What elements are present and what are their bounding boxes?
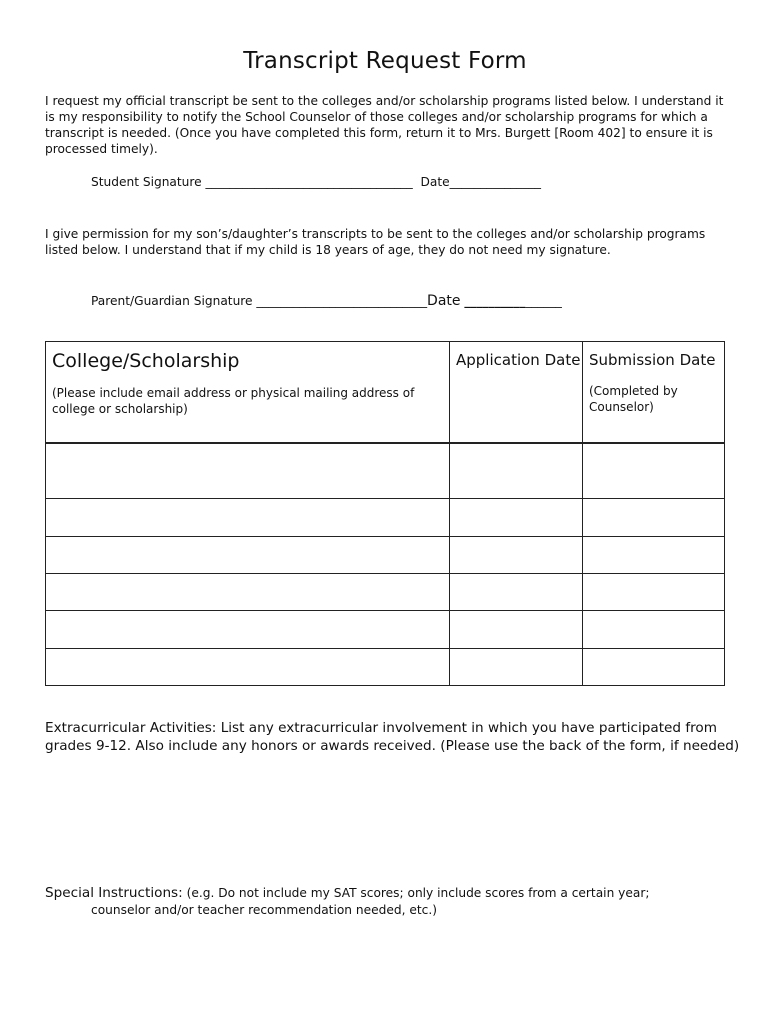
special-instructions-example-cont: counselor and/or teacher recommendation needed, etc.) xyxy=(91,903,437,917)
student-signature-field[interactable]: __________________________________ xyxy=(205,175,413,189)
application-date-cell[interactable] xyxy=(450,499,583,536)
college-cell[interactable] xyxy=(46,648,450,685)
submission-date-cell[interactable] xyxy=(583,648,725,685)
student-date-field[interactable]: _______________ xyxy=(449,175,542,189)
special-instructions-example: (e.g. Do not include my SAT scores; only include scores from a certain year; xyxy=(186,886,650,900)
college-scholarship-title: College/Scholarship xyxy=(52,350,240,372)
special-instructions xyxy=(45,885,745,919)
college-cell[interactable] xyxy=(46,499,450,536)
student-signature-label: Student Signature xyxy=(91,175,202,189)
parent-date-label: Date xyxy=(427,293,461,309)
parent-signature-label: Parent/Guardian Signature xyxy=(91,294,253,308)
parent-signature-line xyxy=(91,293,562,309)
table-row xyxy=(46,536,725,573)
table-row xyxy=(46,443,725,499)
special-instructions-line1 xyxy=(45,885,745,902)
table-row xyxy=(46,648,725,685)
application-date-cell[interactable] xyxy=(450,611,583,648)
student-request-paragraph: I request my official transcript be sent to the colleges and/or scholarship programs listed below. I understand it is my responsibility to notify the School Counselor of those colleges and/or scholarship programs for which a transcript is needed. (Once you have completed this form, return it to Mrs. Burgett [Room 402] to ensure it is processed timely). xyxy=(45,94,724,156)
application-date-cell[interactable] xyxy=(450,648,583,685)
table-row xyxy=(46,574,725,611)
submission-date-title: Submission Date xyxy=(589,351,716,369)
student-signature-line xyxy=(91,175,541,189)
special-instructions-label: Special Instructions: xyxy=(45,885,183,901)
application-date-title: Application Date xyxy=(456,351,581,369)
college-cell[interactable] xyxy=(46,611,450,648)
submission-date-cell[interactable] xyxy=(583,443,725,499)
college-request-table xyxy=(45,341,725,686)
college-cell[interactable] xyxy=(46,536,450,573)
application-date-cell[interactable] xyxy=(450,574,583,611)
application-date-cell[interactable] xyxy=(450,443,583,499)
extracurricular-activities-text: Extracurricular Activities: List any extracurricular involvement in which you have participated from grades 9-12. Also include any honors or awards received. (Please use the back of the form, if needed) xyxy=(45,720,740,754)
table-header-row xyxy=(46,342,725,444)
parent-date-field[interactable]: __________ xyxy=(464,294,526,308)
page-title: Transcript Request Form xyxy=(243,48,527,74)
parent-date-field-tail[interactable]: ______ xyxy=(525,294,562,308)
application-date-cell[interactable] xyxy=(450,536,583,573)
header-college-scholarship xyxy=(46,342,450,444)
table-row xyxy=(46,499,725,536)
college-cell[interactable] xyxy=(46,443,450,499)
college-cell[interactable] xyxy=(46,574,450,611)
submission-date-cell[interactable] xyxy=(583,574,725,611)
parent-permission-paragraph: I give permission for my son’s/daughter’s transcripts to be sent to the colleges and/or scholarship programs listed below. I understand that if my child is 18 years of age, they do not need my signature. xyxy=(45,227,706,257)
college-scholarship-note: (Please include email address or physical mailing address of college or scholarship) xyxy=(52,386,415,416)
header-submission-date xyxy=(583,342,725,444)
header-application-date xyxy=(450,342,583,444)
submission-date-cell[interactable] xyxy=(583,499,725,536)
submission-date-cell[interactable] xyxy=(583,611,725,648)
submission-date-cell[interactable] xyxy=(583,536,725,573)
submission-date-note: (Completed by Counselor) xyxy=(589,384,678,414)
student-date-label: Date xyxy=(420,175,450,189)
parent-signature-field[interactable]: ____________________________ xyxy=(256,294,428,308)
table-row xyxy=(46,611,725,648)
